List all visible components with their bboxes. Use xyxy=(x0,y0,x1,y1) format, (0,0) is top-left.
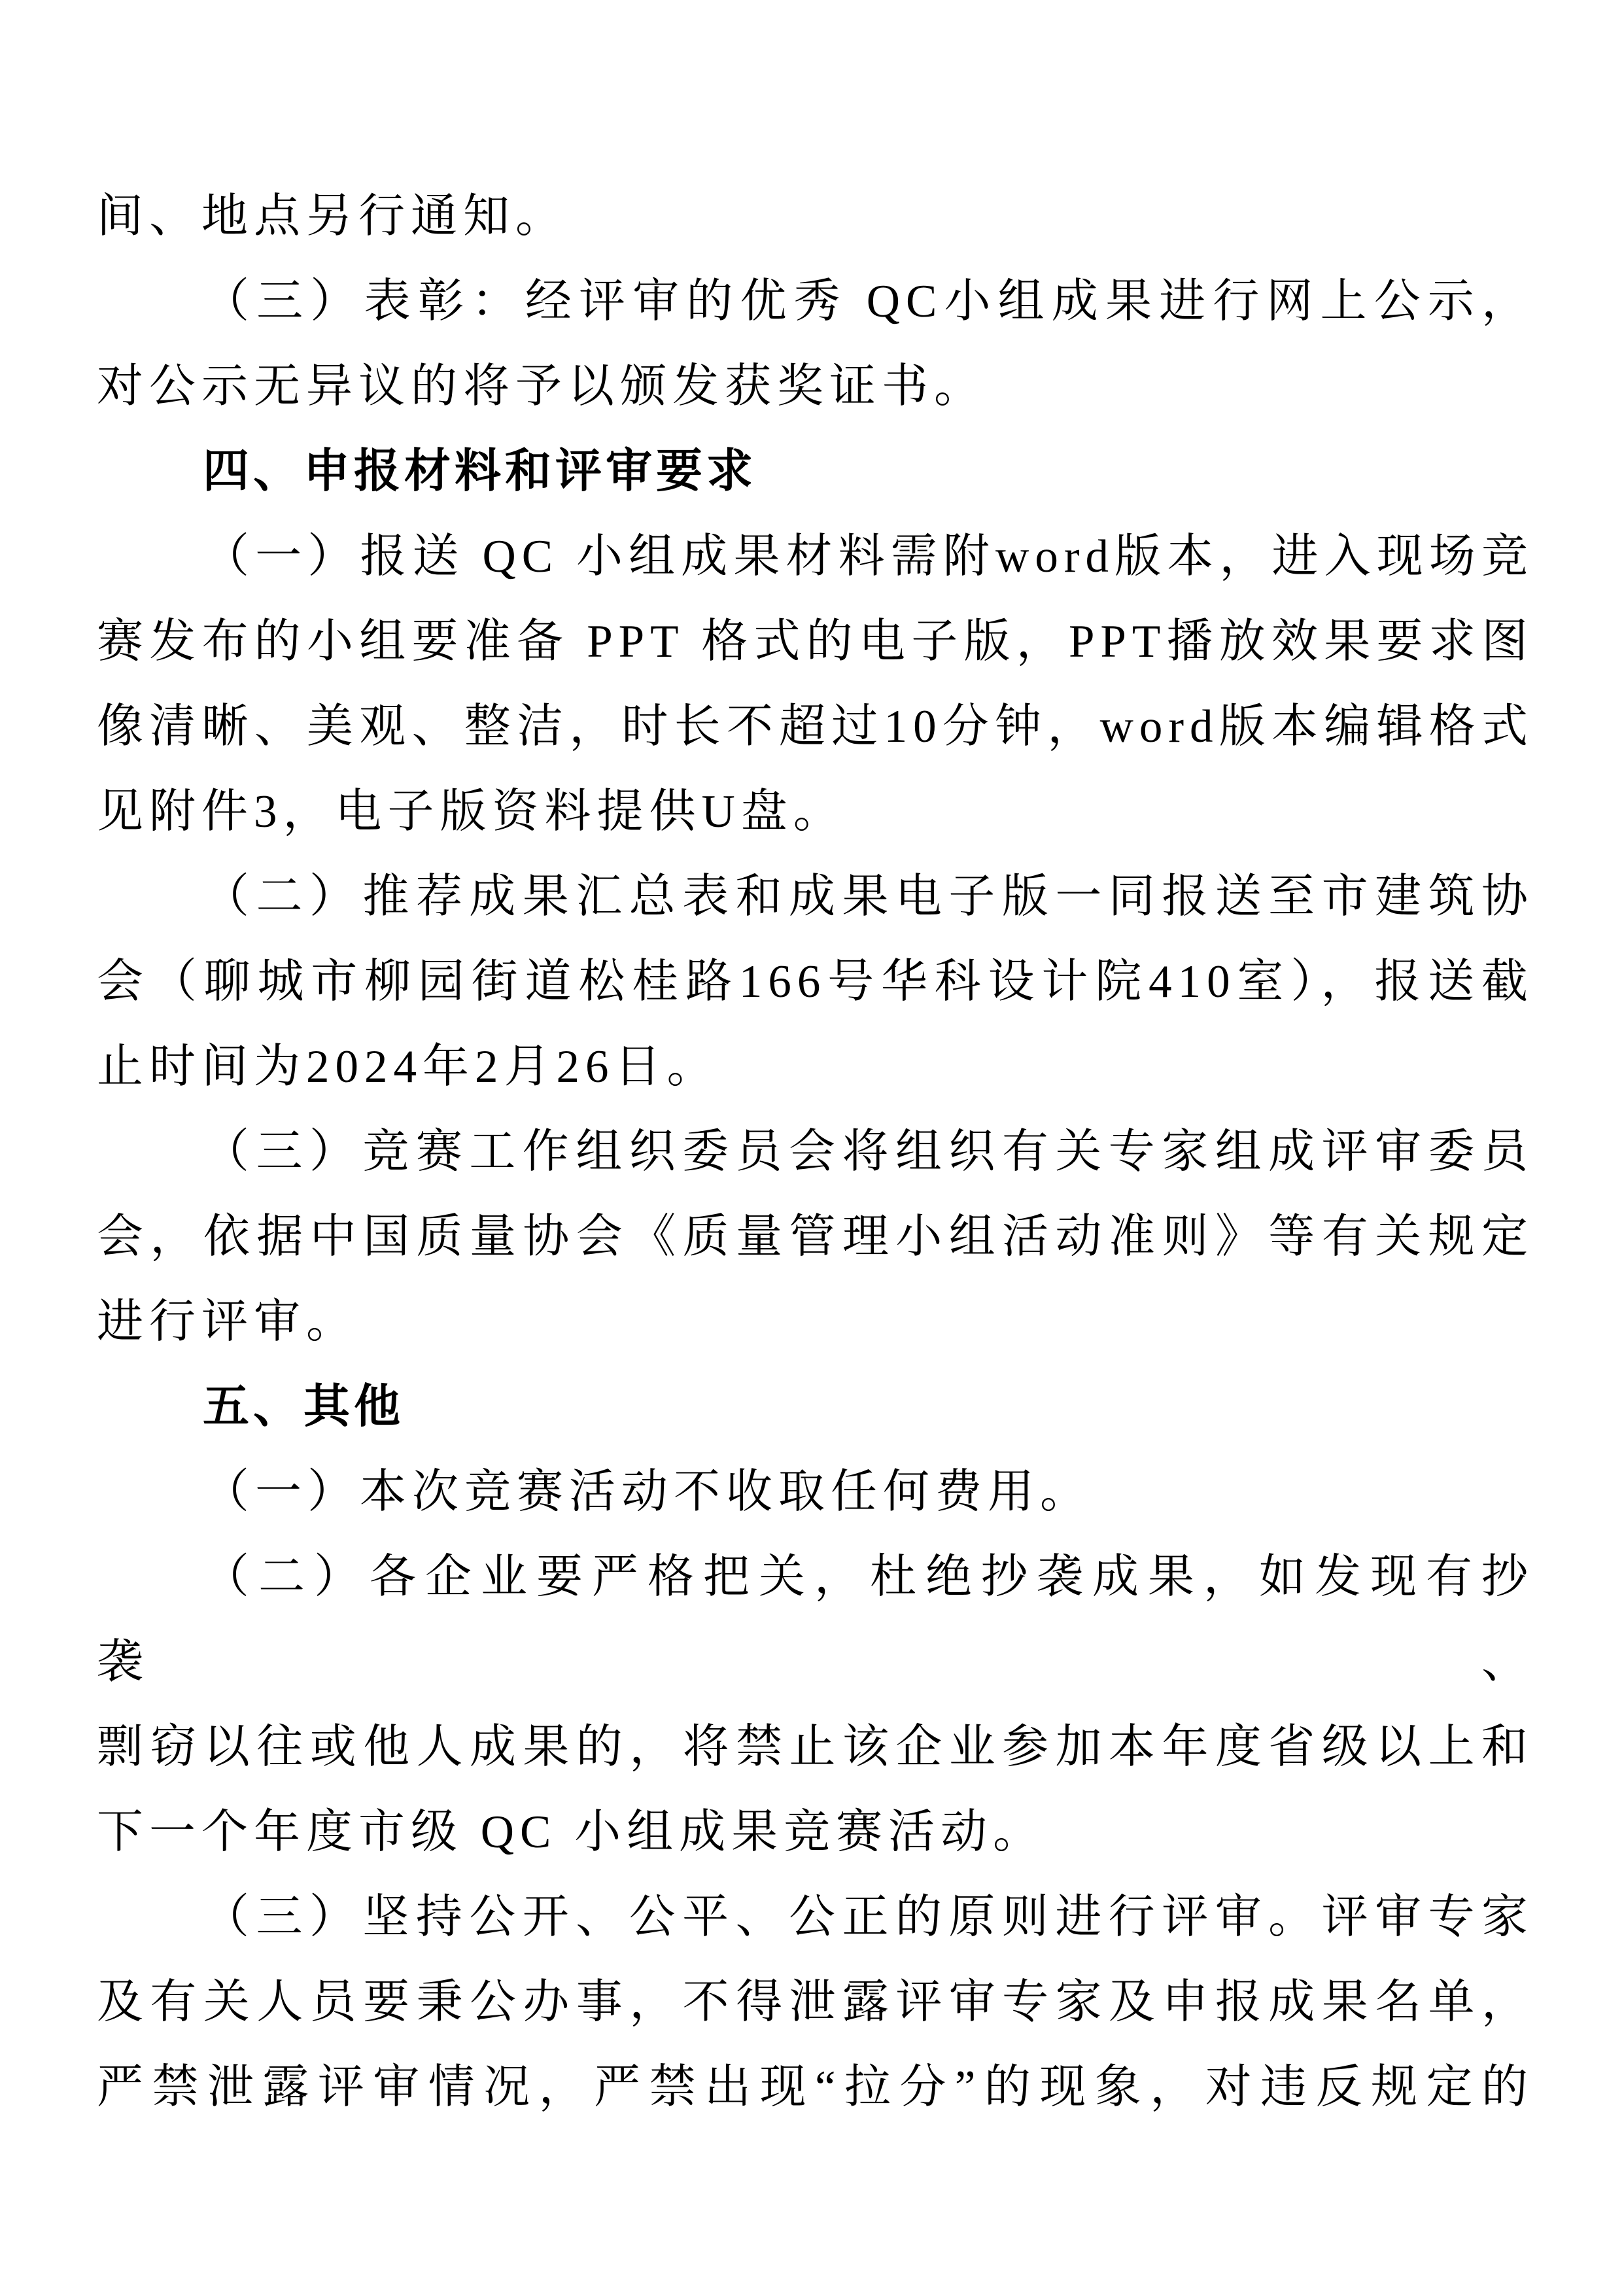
text-line: （二）推荐成果汇总表和成果电子版一同报送至市建筑协 xyxy=(203,871,1534,922)
text-line: 严禁泄露评审情况，严禁出现“拉分”的现象，对违反规定的 xyxy=(97,2062,1534,2113)
text-line: 像清晰、美观、整洁，时长不超过10分钟，word版本编辑格式 xyxy=(97,701,1534,752)
section-heading-4: 四、申报材料和评审要求 xyxy=(203,445,757,497)
text-line: （二）各企业要严格把关，杜绝抄袭成果，如发现有抄袭、 xyxy=(97,1552,1534,1688)
text-line: 见附件3，电子版资料提供U盘。 xyxy=(97,786,846,837)
text-line: （三）竞赛工作组织委员会将组织有关专家组成评审委员 xyxy=(203,1126,1534,1177)
text-line: 会，依据中国质量协会《质量管理小组活动准则》等有关规定 xyxy=(97,1211,1534,1262)
text-line: （一）本次竞赛活动不收取任何费用。 xyxy=(203,1467,1093,1518)
text-line: 对公示无异议的将予以颁发获奖证书。 xyxy=(97,361,987,412)
text-line: 下一个年度市级 QC 小组成果竞赛活动。 xyxy=(97,1807,1046,1858)
text-line: 间、地点另行通知。 xyxy=(97,191,568,242)
text-line: 及有关人员要秉公办事，不得泄露评审专家及申报成果名单， xyxy=(97,1977,1534,2028)
text-line: 赛发布的小组要准备 PPT 格式的电子版，PPT播放效果要求图 xyxy=(97,616,1534,667)
section-heading-5: 五、其他 xyxy=(203,1381,405,1433)
text-line: （三）坚持公开、公平、公正的原则进行评审。评审专家 xyxy=(203,1892,1534,1943)
text-line: （三）表彰：经评审的优秀 QC小组成果进行网上公示， xyxy=(203,276,1534,327)
text-line: （一）报送 QC 小组成果材料需附word版本，进入现场竞 xyxy=(203,531,1534,582)
text-line: 进行评审。 xyxy=(97,1296,359,1348)
text-line: 止时间为2024年2月26日。 xyxy=(97,1041,719,1092)
text-line: 剽窃以往或他人成果的，将禁止该企业参加本年度省级以上和 xyxy=(97,1722,1534,1773)
text-line: 会（聊城市柳园街道松桂路166号华科设计院410室），报送截 xyxy=(97,956,1534,1007)
